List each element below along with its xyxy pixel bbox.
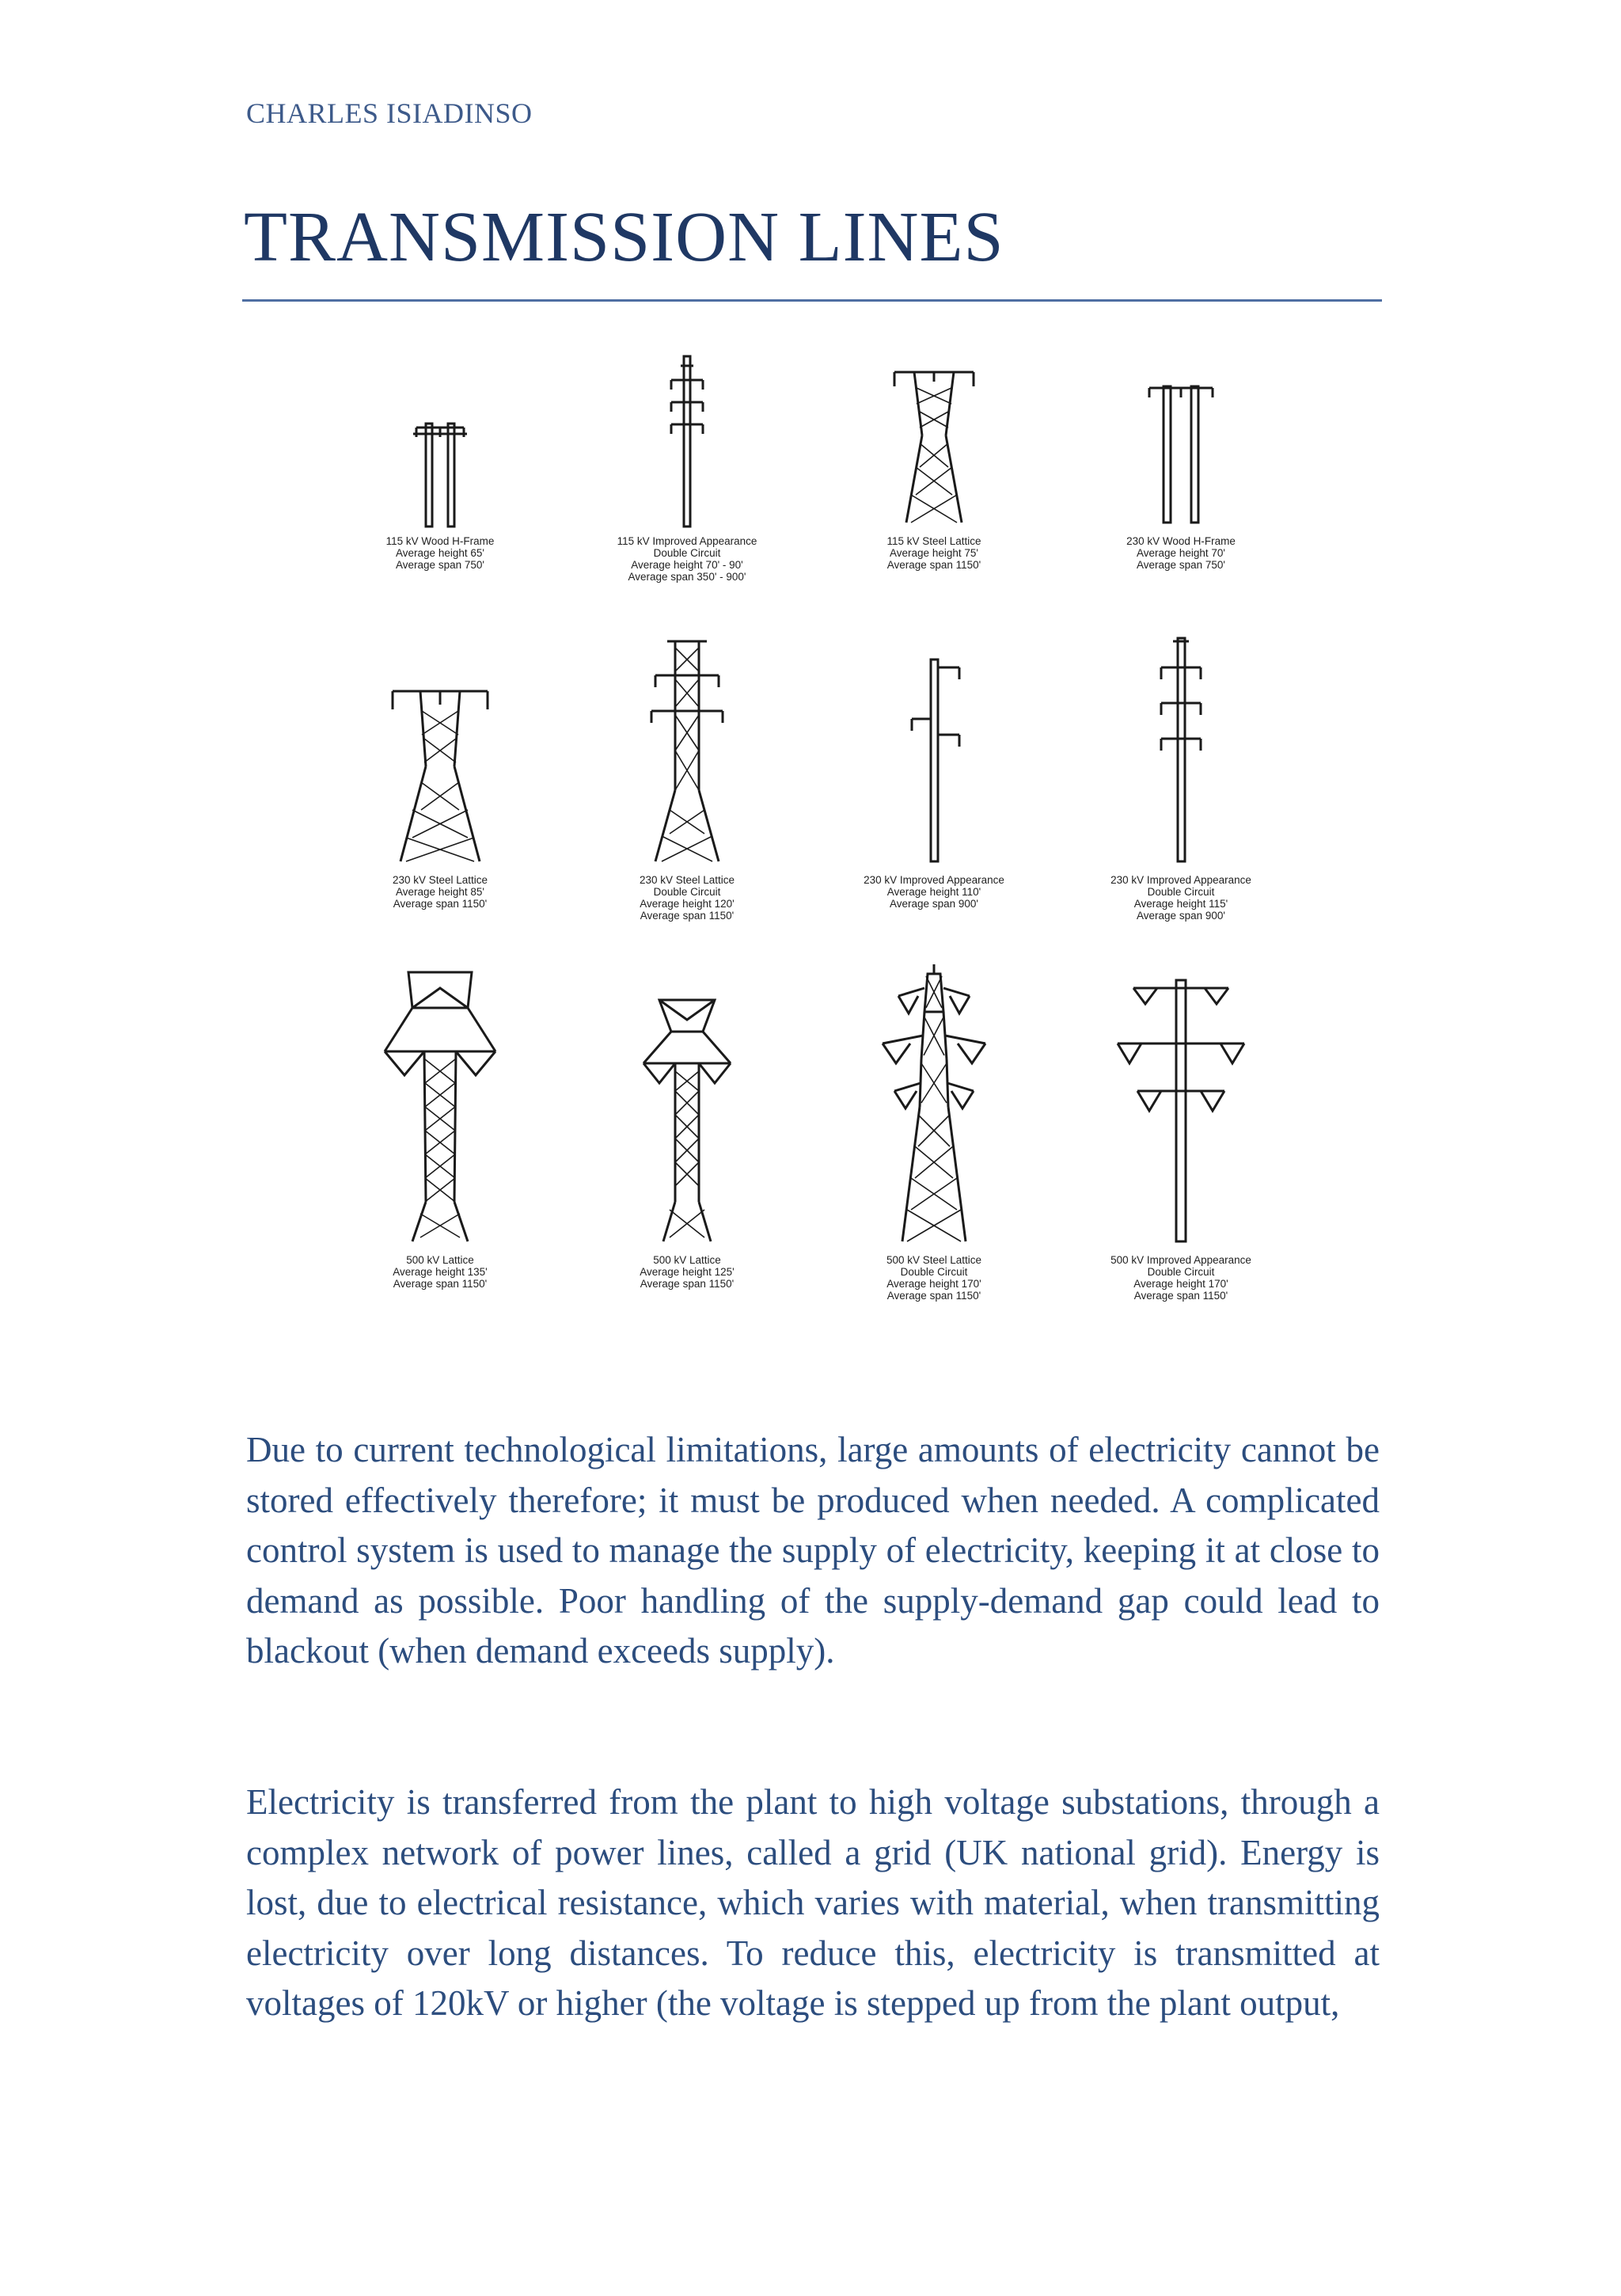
- tower-caption-line: 500 kV Lattice: [653, 1254, 721, 1266]
- tower-cell: [1057, 348, 1304, 571]
- tower-caption-line: Average height 70': [1137, 547, 1225, 559]
- tower-caption-line: 230 kV Improved Appearance: [1110, 874, 1251, 886]
- tower-caption-line: 230 kV Wood H-Frame: [1126, 535, 1236, 547]
- tower-caption-line: 115 kV Steel Lattice: [886, 535, 981, 547]
- author-name: CHARLES ISIADINSO: [246, 97, 533, 129]
- tower-cell: [810, 348, 1057, 571]
- tower-caption-line: Double Circuit: [653, 547, 721, 559]
- double-circuit-lattice-tower-icon: [624, 632, 750, 869]
- tower-figure: [317, 348, 1304, 1378]
- tower-caption-line: Average span 750': [396, 559, 484, 571]
- tower-caption-line: Average span 900': [1137, 910, 1225, 922]
- tower-caption-line: 230 kV Steel Lattice: [392, 874, 488, 886]
- tower-caption-line: 500 kV Improved Appearance: [1110, 1254, 1251, 1266]
- tower-cell: [317, 632, 564, 910]
- tower-caption-line: Average span 750': [1137, 559, 1225, 571]
- tower-caption-line: Average span 350' - 900': [628, 571, 746, 583]
- tower-caption-line: Average span 900': [890, 898, 978, 910]
- tower-caption-line: 500 kV Steel Lattice: [886, 1254, 982, 1266]
- tower-caption-line: Average height 65': [396, 547, 484, 559]
- tower-cell: [564, 632, 810, 922]
- tower-caption-line: Average height 115': [1133, 898, 1228, 910]
- 500kv-lattice-tower-icon: [616, 964, 758, 1249]
- tower-cell: [564, 964, 810, 1290]
- wood-h-frame-tower-icon: [1126, 348, 1236, 530]
- tower-caption-line: Average height 75': [890, 547, 978, 559]
- tower-caption-line: Average height 125': [640, 1266, 735, 1278]
- tower-caption-line: 115 kV Wood H-Frame: [385, 535, 495, 547]
- tower-cell: [564, 348, 810, 583]
- tower-caption-line: Average span 1150': [1133, 1290, 1228, 1302]
- body-paragraph: Due to current technological limitations, large amounts of electricity cannot be stored effectively therefore; it must be produced when needed. A complicated control system is used to manage the supply of electricity, keeping it at close to demand as possible. Poor handling of the supply-demand gap could lead to blackout (when demand exceeds supply).: [246, 1430, 1380, 1671]
- 500kv-double-circuit-lattice-tower-icon: [855, 964, 1013, 1249]
- tower-caption-line: 500 kV Lattice: [406, 1254, 474, 1266]
- improved-appearance-double-pole-tower-icon: [632, 348, 742, 530]
- tower-cell: [810, 632, 1057, 910]
- tower-caption-line: Average height 110': [886, 886, 981, 898]
- tower-caption-line: Average span 1150': [640, 910, 735, 922]
- title-rule: [242, 299, 1382, 302]
- improved-appearance-pole-tower-icon: [871, 632, 997, 869]
- steel-lattice-tower-icon: [377, 632, 503, 869]
- tower-caption-line: Average height 170': [1133, 1278, 1228, 1290]
- tower-cell: [1057, 632, 1304, 922]
- tower-caption-line: Double Circuit: [1147, 1266, 1215, 1278]
- tower-caption-line: Double Circuit: [900, 1266, 968, 1278]
- body-paragraph: Electricity is transferred from the plant to high voltage substations, through a complex network of power lines, called a grid (UK national grid). Energy is lost, due to electrical resistance, which varies with material, when transmitting electricity over long distances. To reduce this, electricity is transmitted at voltages of 120kV or higher (the voltage is stepped up from the plant output,: [246, 1782, 1380, 2023]
- tower-caption-line: Average height 120': [640, 898, 735, 910]
- tower-caption-line: Average height 170': [886, 1278, 981, 1290]
- 500kv-lattice-tower-icon: [369, 964, 511, 1249]
- tower-caption-line: 230 kV Steel Lattice: [639, 874, 735, 886]
- tower-caption-line: Average height 135': [393, 1266, 488, 1278]
- tower-caption-line: Average height 70' - 90': [631, 559, 743, 571]
- tower-caption-line: Double Circuit: [1147, 886, 1215, 898]
- tower-cell: [810, 964, 1057, 1302]
- 500kv-improved-appearance-pole-tower-icon: [1102, 964, 1260, 1249]
- tower-caption-line: Average span 1150': [393, 1278, 488, 1290]
- tower-caption-line: Double Circuit: [653, 886, 721, 898]
- tower-caption-line: Average height 85': [396, 886, 484, 898]
- page-title: TRANSMISSION LINES: [244, 198, 1004, 276]
- tower-cell: [317, 348, 564, 571]
- tower-caption-line: Average span 1150': [886, 1290, 981, 1302]
- wood-h-frame-tower-icon: [385, 348, 495, 530]
- tower-caption-line: Average span 1150': [393, 898, 488, 910]
- tower-caption-line: 115 kV Improved Appearance: [617, 535, 757, 547]
- improved-appearance-double-pole-tower-icon: [1118, 632, 1244, 869]
- tower-cell: [1057, 964, 1304, 1302]
- tower-caption-line: 230 kV Improved Appearance: [864, 874, 1004, 886]
- tower-caption-line: Average span 1150': [886, 559, 981, 571]
- steel-lattice-tower-icon: [879, 348, 989, 530]
- tower-caption-line: Average span 1150': [640, 1278, 735, 1290]
- tower-cell: [317, 964, 564, 1290]
